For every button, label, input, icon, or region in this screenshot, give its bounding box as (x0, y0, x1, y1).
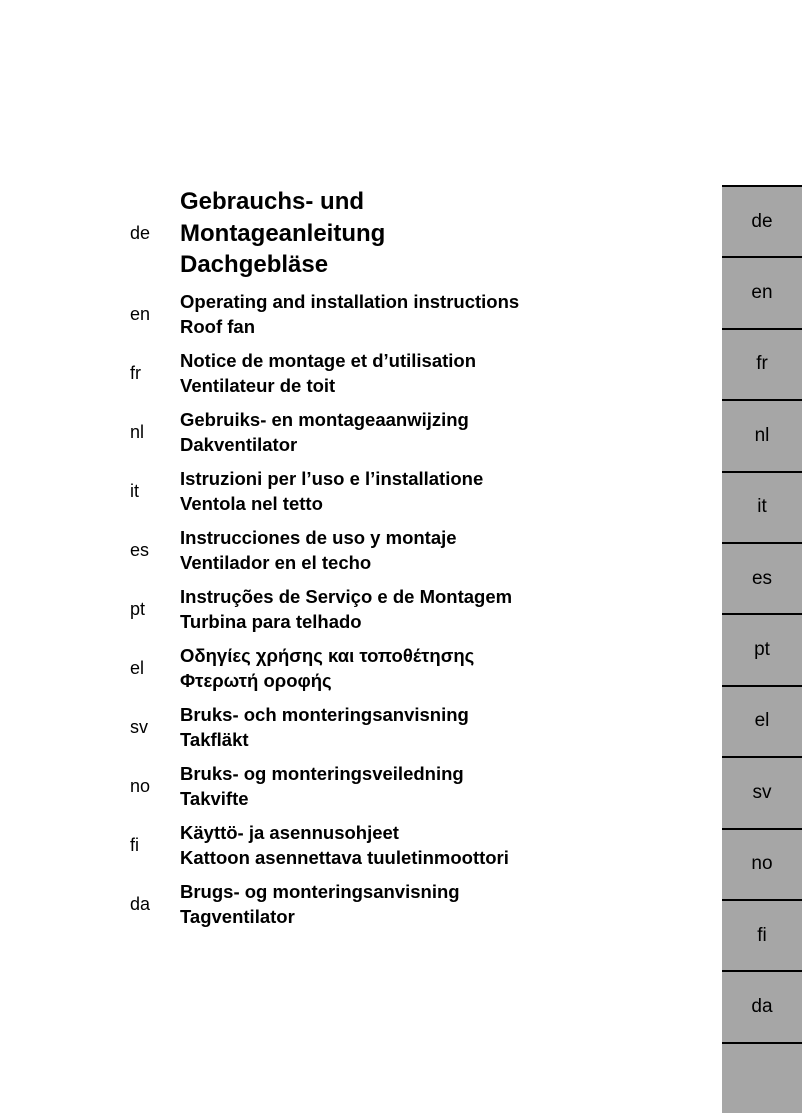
language-code: fi (130, 835, 139, 855)
title-line: Turbina para telhado (180, 611, 362, 632)
tab-label: no (751, 853, 773, 875)
language-title (180, 643, 474, 694)
language-tab-sv (722, 756, 802, 827)
language-code: da (130, 894, 151, 914)
language-entry-da (130, 879, 705, 930)
title-line: Instruções de Serviço e de Montagem (180, 585, 513, 607)
title-line: Bruks- och monteringsanvisning (180, 703, 469, 725)
language-code: en (130, 304, 151, 324)
language-code: de (130, 223, 151, 244)
title-line: Kattoon asennettava tuuletinmoottori (180, 847, 509, 868)
title-line: Φτερωτή οροφής (180, 670, 332, 691)
language-title (180, 761, 464, 812)
tab-label: fi (757, 924, 767, 946)
language-tab-fr (722, 328, 802, 399)
language-code: el (130, 658, 145, 678)
tab-label: el (754, 710, 770, 732)
title-line: Dachgebläse (180, 251, 329, 278)
title-line: Brugs- og monteringsanvisning (180, 880, 460, 902)
language-entry-list (130, 186, 705, 930)
language-title (180, 186, 385, 281)
language-tab-fi (722, 899, 802, 970)
language-code: sv (130, 717, 148, 737)
language-entry-nl (130, 407, 705, 458)
tab-label: es (751, 567, 773, 589)
title-line: Käyttö- ja asennusohjeet (180, 821, 399, 843)
language-entry-sv (130, 702, 705, 753)
language-tab-de (722, 185, 802, 256)
title-line: Operating and installation instructions (180, 290, 520, 312)
language-tab-it (722, 471, 802, 542)
tab-label: pt (754, 639, 770, 661)
language-code: fr (130, 363, 141, 383)
tab-label: it (757, 496, 767, 518)
title-line: Istruzioni per l’uso e l’installatione (180, 467, 484, 489)
language-tab-blank (722, 1042, 802, 1113)
language-entry-fi (130, 820, 705, 871)
language-entry-en (130, 289, 705, 340)
tab-label: fr (756, 353, 768, 375)
title-line: Notice de montage et d’utilisation (180, 349, 477, 371)
language-entry-no (130, 761, 705, 812)
title-line: Bruks- og monteringsveiledning (180, 762, 464, 784)
title-line: Gebruiks- en montageaanwijzing (180, 408, 469, 430)
title-line: Ventilador en el techo (180, 552, 372, 573)
language-tab-column (722, 185, 802, 1113)
tab-label: nl (754, 424, 770, 446)
language-title (180, 584, 512, 635)
tab-label: da (751, 995, 773, 1017)
title-line: Roof fan (180, 316, 256, 337)
language-code: pt (130, 599, 146, 619)
language-code: it (130, 481, 139, 501)
title-line: Οδηγίες χρήσης και τοποθέτησης (180, 644, 475, 666)
title-line: Ventola nel tetto (180, 493, 323, 514)
language-tab-en (722, 256, 802, 327)
language-entry-fr (130, 348, 705, 399)
language-entry-el (130, 643, 705, 694)
language-title (180, 702, 469, 753)
language-tab-no (722, 828, 802, 899)
language-title (180, 407, 469, 458)
language-title (180, 466, 483, 517)
title-line: Tagventilator (180, 906, 295, 927)
language-tab-es (722, 542, 802, 613)
language-tab-da (722, 970, 802, 1041)
language-title (180, 289, 519, 340)
title-line: Ventilateur de toit (180, 375, 336, 396)
language-title (180, 820, 509, 871)
language-code: no (130, 776, 151, 796)
tab-label: de (751, 210, 773, 232)
language-entry-pt (130, 584, 705, 635)
language-entry-es (130, 525, 705, 576)
language-tab-pt (722, 613, 802, 684)
title-line: Instrucciones de uso y montaje (180, 526, 457, 548)
title-line: Takfläkt (180, 729, 249, 750)
title-line: Gebrauchs- und (180, 188, 365, 215)
language-code: nl (130, 422, 145, 442)
language-entry-de (130, 186, 705, 281)
language-code: es (130, 540, 150, 560)
title-line: Montageanleitung (180, 219, 386, 247)
title-line: Dakventilator (180, 434, 298, 455)
title-line: Takvifte (180, 788, 249, 809)
language-title (180, 348, 476, 399)
language-tab-el (722, 685, 802, 756)
tab-label: sv (752, 781, 772, 803)
language-entry-it (130, 466, 705, 517)
language-title (180, 879, 460, 930)
language-tab-nl (722, 399, 802, 470)
tab-label: en (751, 282, 773, 304)
language-title (180, 525, 457, 576)
